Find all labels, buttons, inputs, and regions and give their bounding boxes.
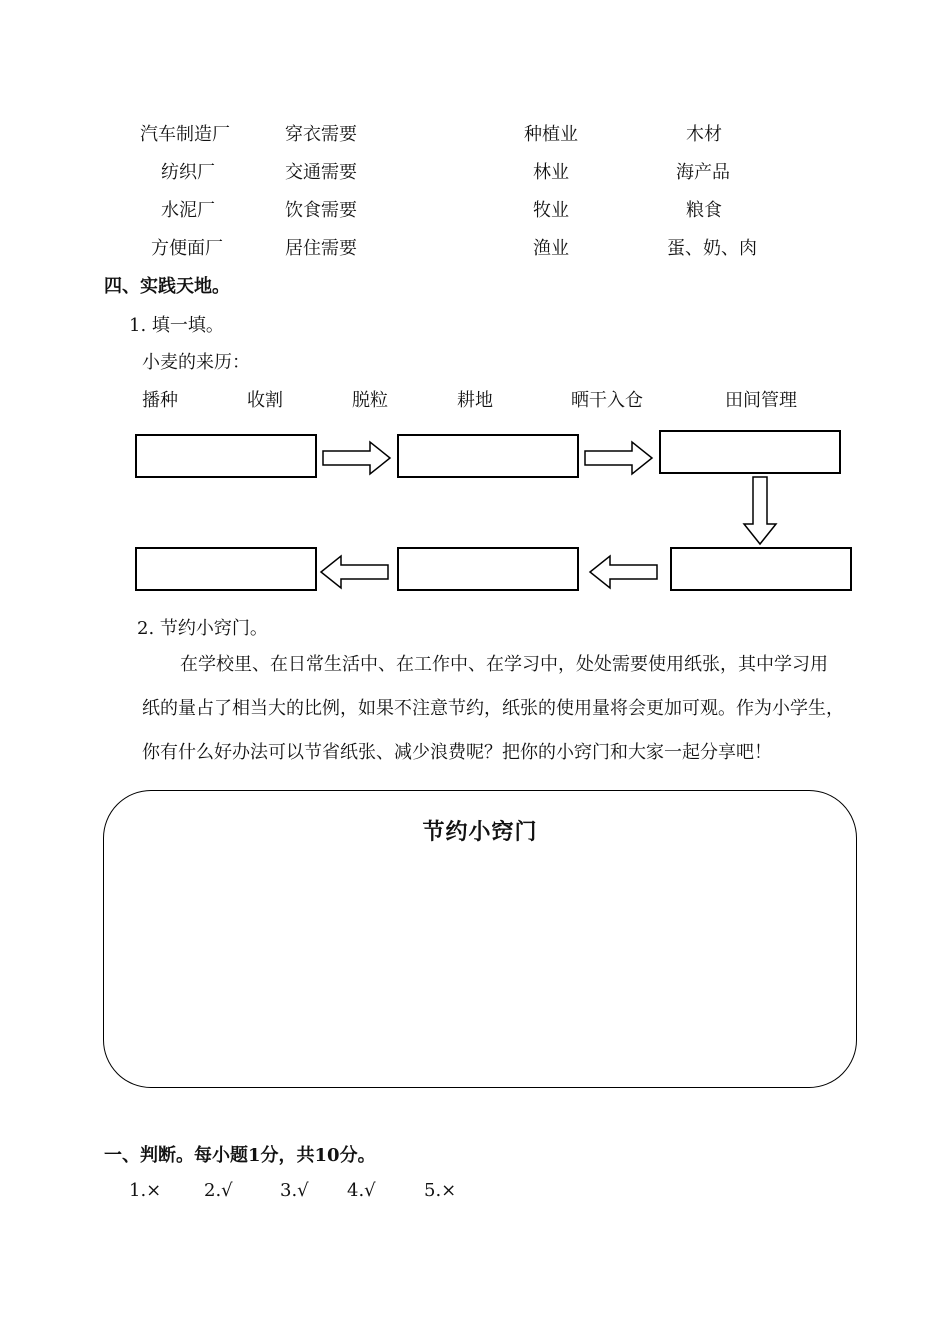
question-2-paragraph-line: 你有什么好办法可以节省纸张、减少浪费呢？把你的小窍门和大家一起分享吧！	[142, 742, 772, 763]
match-left-col2-item: 穿衣需要	[285, 124, 357, 145]
flow-answer-box-4[interactable]	[670, 547, 852, 591]
match-right-col2-item: 蛋、奶、肉	[667, 238, 757, 259]
step-option: 收割	[247, 390, 283, 411]
answer-item: 5.×	[424, 1180, 457, 1201]
match-right-col1-item: 牧业	[533, 200, 569, 221]
match-left-col2-item: 交通需要	[285, 162, 357, 183]
flow-answer-box-2[interactable]	[397, 434, 579, 478]
match-right-col2-item: 木材	[686, 124, 722, 145]
step-option: 田间管理	[725, 390, 797, 411]
match-right-col2-item: 海产品	[676, 162, 730, 183]
answer-item: 4.√	[347, 1180, 376, 1201]
match-right-col1-item: 渔业	[533, 238, 569, 259]
tip-box-title: 节约小窍门	[422, 819, 538, 845]
match-left-col1-item: 汽车制造厂	[140, 124, 230, 145]
answers-heading: 一、判断。每小题1分，共10分。	[104, 1145, 376, 1166]
step-option: 晒干入仓	[571, 390, 643, 411]
match-right-col1-item: 种植业	[524, 124, 578, 145]
left-arrow-icon	[588, 554, 658, 590]
step-option: 耕地	[457, 390, 493, 411]
match-left-col1-item: 水泥厂	[161, 200, 215, 221]
answer-item: 1.×	[129, 1180, 162, 1201]
question-1-label: 1. 填一填。	[129, 315, 224, 336]
right-arrow-icon	[322, 440, 392, 476]
match-right-col1-item: 林业	[533, 162, 569, 183]
right-arrow-icon	[584, 440, 654, 476]
flow-answer-box-3[interactable]	[659, 430, 841, 474]
section-heading: 四、实践天地。	[104, 276, 230, 297]
match-left-col2-item: 饮食需要	[285, 200, 357, 221]
flow-answer-box-5[interactable]	[397, 547, 579, 591]
question-2-paragraph-line: 在学校里、在日常生活中、在工作中、在学习中，处处需要使用纸张，其中学习用	[180, 654, 828, 675]
match-left-col1-item: 纺织厂	[161, 162, 215, 183]
question-2-label: 2. 节约小窍门。	[137, 618, 268, 639]
question-1-subtitle: 小麦的来历：	[142, 352, 250, 373]
tip-answer-box[interactable]	[103, 790, 857, 1088]
question-2-paragraph-line: 纸的量占了相当大的比例，如果不注意节约，纸张的使用量将会更加可观。作为小学生，	[142, 698, 844, 719]
match-left-col1-item: 方便面厂	[151, 238, 223, 259]
down-arrow-icon	[742, 476, 778, 546]
answer-item: 3.√	[280, 1180, 309, 1201]
step-option: 脱粒	[352, 390, 388, 411]
flow-answer-box-1[interactable]	[135, 434, 317, 478]
flow-answer-box-6[interactable]	[135, 547, 317, 591]
step-option: 播种	[142, 390, 178, 411]
answer-item: 2.√	[204, 1180, 233, 1201]
match-right-col2-item: 粮食	[686, 200, 722, 221]
match-left-col2-item: 居住需要	[285, 238, 357, 259]
left-arrow-icon	[319, 554, 389, 590]
